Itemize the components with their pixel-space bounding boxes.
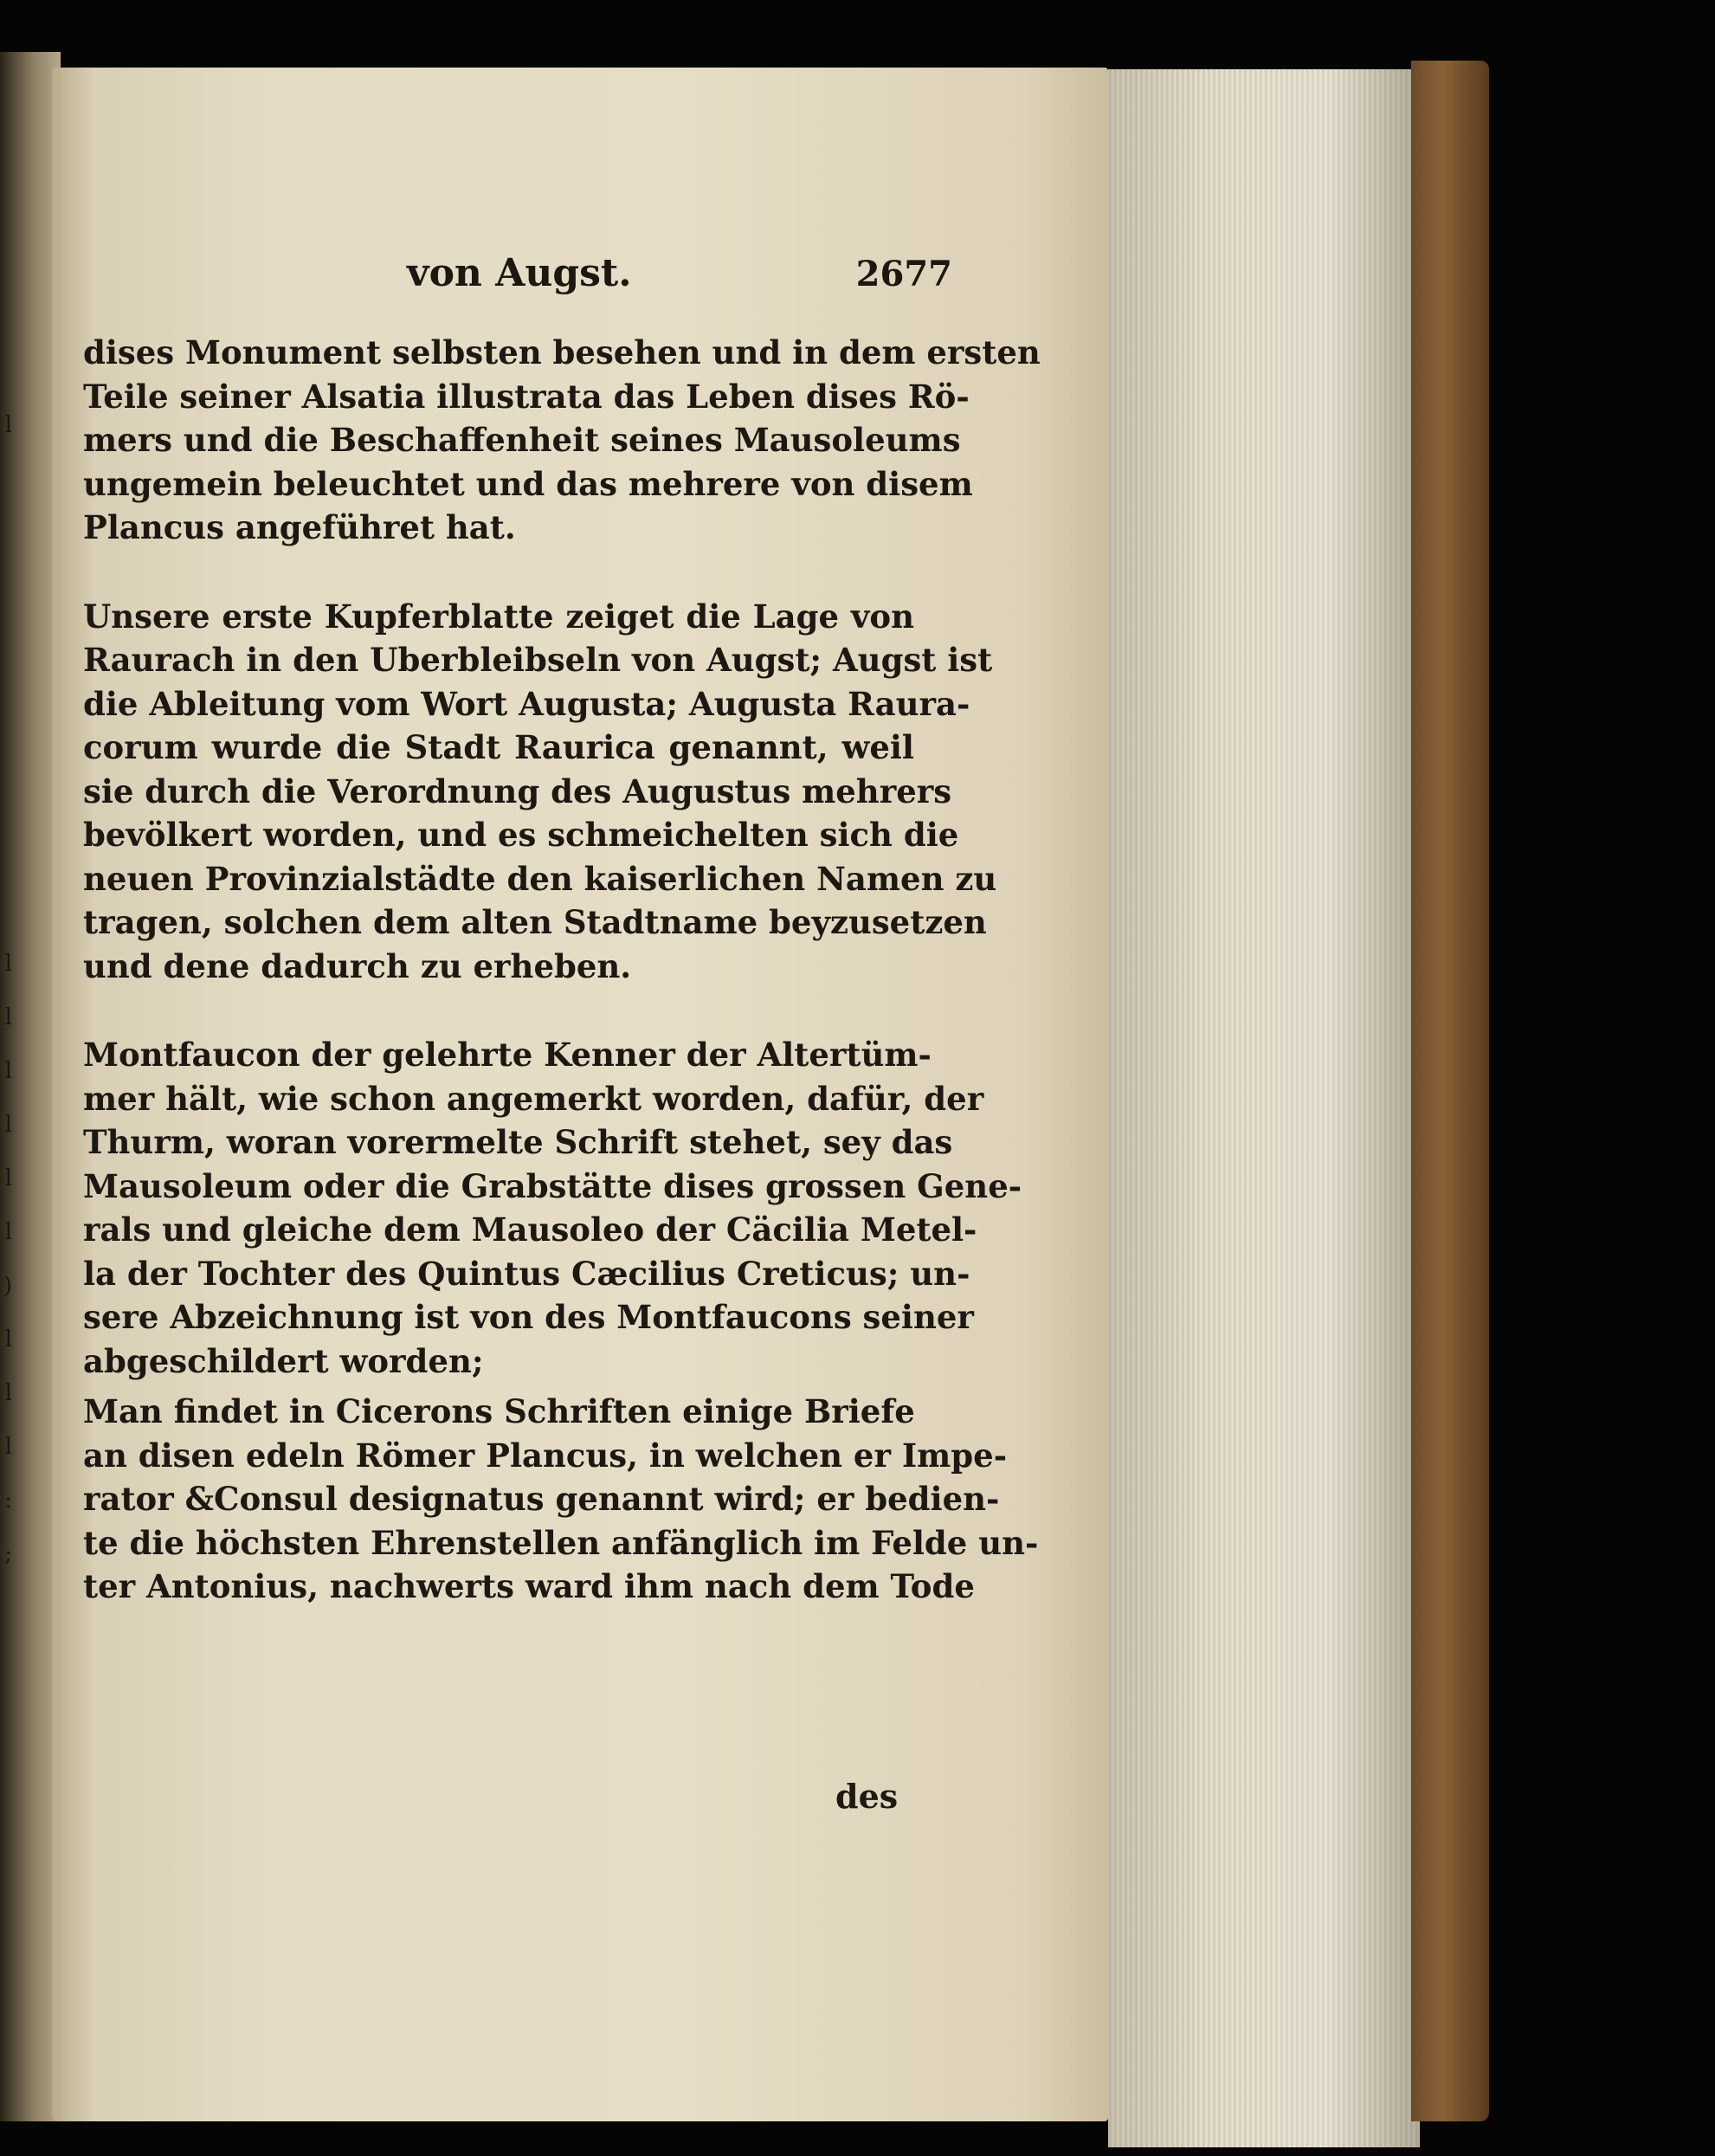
page-header bbox=[381, 251, 952, 303]
left-page-fragments bbox=[0, 398, 19, 1740]
left-page-fragment: l bbox=[4, 1434, 12, 1460]
paragraph bbox=[83, 1390, 1039, 1609]
text-line: rator &Consul designatus genannt wird; er bedien- bbox=[83, 1480, 1000, 1518]
left-page-fragment: l bbox=[4, 1327, 12, 1352]
left-page-fragment: l bbox=[4, 1219, 12, 1245]
paragraph bbox=[83, 1033, 1022, 1383]
text-line: ter Antonius, nachwerts ward ihm nach dem Tode bbox=[83, 1567, 975, 1605]
text-line: sie durch die Verordnung des Augustus mehrers bbox=[83, 771, 952, 810]
left-page-fragment: l bbox=[4, 412, 12, 438]
text-line: tragen, solchen dem alten Stadtname beyzusetzen bbox=[83, 903, 987, 941]
left-page-fragment: l bbox=[4, 951, 12, 977]
text-line: Montfaucon der gelehrte Kenner der Altertüm- bbox=[83, 1036, 932, 1074]
text-line: Thurm, woran vorermelte Schrift stehet, sey das bbox=[83, 1123, 953, 1161]
left-page-fragment: ) bbox=[3, 1273, 12, 1299]
text-line: bevölkert worden, und es schmeichelten sich die bbox=[83, 816, 959, 854]
left-page-fragment: l bbox=[4, 1165, 12, 1191]
text-line: rals und gleiche dem Mausoleo der Cäcilia Metel- bbox=[83, 1210, 977, 1249]
text-line: dises Monument selbsten besehen und in dem ersten bbox=[83, 333, 1041, 371]
text-line: ungemein beleuchtet und das mehrere von disem bbox=[83, 464, 973, 503]
text-line: die Ableitung vom Wort Augusta; Augusta Raura- bbox=[83, 684, 970, 723]
text-line: Unsere erste Kupferblatte zeiget die Lage von bbox=[83, 597, 914, 636]
text-line: Mausoleum oder die Grabstätte dises grossen Gene- bbox=[83, 1166, 1022, 1205]
text-line: sere Abzeichnung ist von des Montfaucons seiner bbox=[83, 1298, 974, 1336]
text-line: te die höchsten Ehrenstellen anfänglich im Felde un- bbox=[83, 1523, 1039, 1562]
text-line: an disen edeln Römer Plancus, in welchen er Impe- bbox=[83, 1436, 1008, 1475]
text-line: abgeschildert worden; bbox=[83, 1341, 484, 1380]
text-line: Man findet in Cicerons Schriften einige Briefe bbox=[83, 1392, 915, 1430]
page-block-edges bbox=[1108, 69, 1420, 2147]
text-line: neuen Provinzialstädte den kaiserlichen Namen zu bbox=[83, 859, 997, 898]
text-line: la der Tochter des Quintus Cæcilius Creticus; un- bbox=[83, 1254, 970, 1293]
text-line: corum wurde die Stadt Raurica genannt, weil bbox=[83, 728, 914, 766]
left-page-fragment: l bbox=[4, 1380, 12, 1406]
page-number: 2677 bbox=[855, 254, 952, 294]
left-page-fragment: l bbox=[4, 1004, 12, 1030]
text-line: mer hält, wie schon angemerkt worden, dafür, der bbox=[83, 1079, 984, 1118]
left-page-fragment: l bbox=[4, 1058, 12, 1084]
text-line: und dene dadurch zu erheben. bbox=[83, 946, 632, 985]
text-line: mers und die Beschaffenheit seines Mausoleums bbox=[83, 421, 961, 459]
book-cover-edge bbox=[1411, 61, 1489, 2121]
left-page-fragment: : bbox=[4, 1488, 12, 1514]
left-page-fragment: l bbox=[4, 1112, 12, 1138]
left-page-fragment: ; bbox=[4, 1541, 12, 1567]
text-line: Plancus angeführet hat. bbox=[83, 508, 516, 546]
paragraph bbox=[83, 595, 997, 989]
running-head: von Augst. bbox=[407, 251, 632, 295]
catchword: des bbox=[835, 1777, 899, 1816]
text-line: Teile seiner Alsatia illustrata das Leben dises Rö- bbox=[83, 377, 970, 416]
body-text bbox=[83, 331, 1041, 1609]
paragraph bbox=[83, 331, 1041, 550]
text-line: Raurach in den Uberbleibseln von Augst; Augst ist bbox=[83, 641, 993, 679]
